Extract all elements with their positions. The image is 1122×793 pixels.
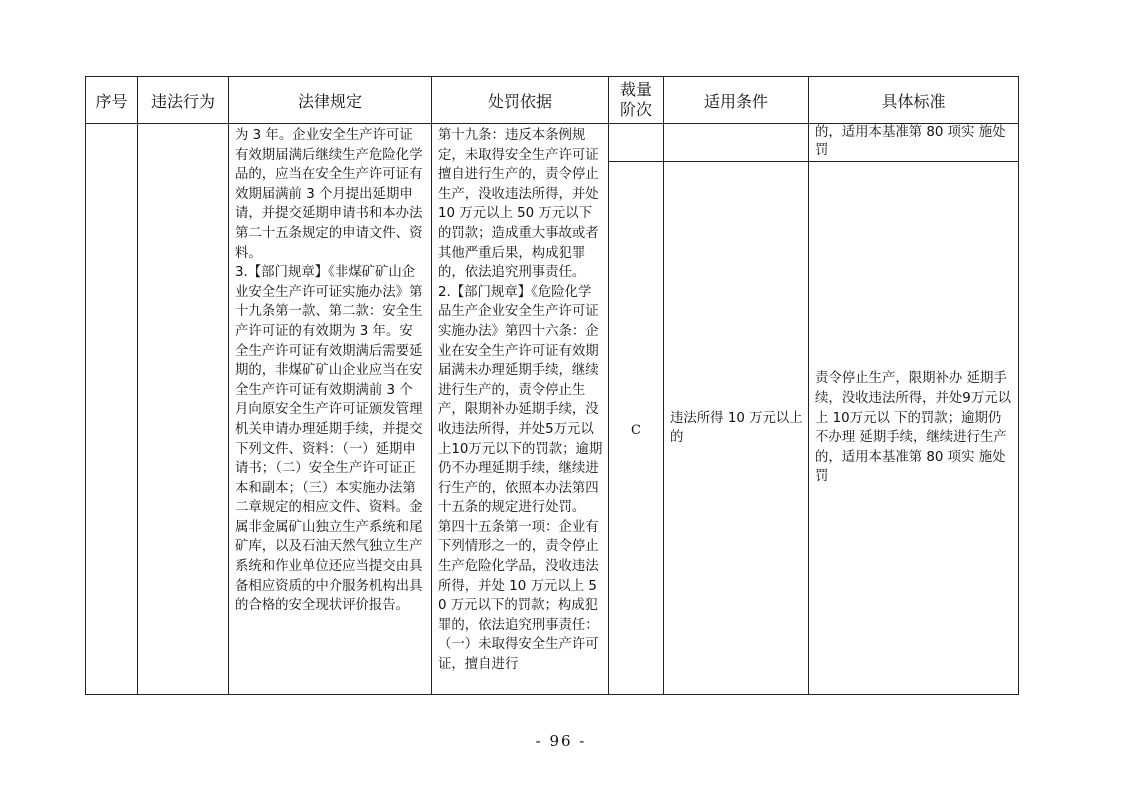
condition-text: 违法所得 10 万元以上的 [670, 410, 803, 446]
standard-cell-1 [809, 124, 1019, 162]
level-value: C [631, 422, 641, 438]
header-penalty-basis: 处罚依据 [432, 77, 609, 124]
standard-text-2: 责令停止生产，限期补办 延期手续，没收违法所得，并处9万元以上 10万元以 下的罚款；逾期仍不办理 延期手续，继续进行生产 的，适用本基准第 80 项实 施处罚 [815, 371, 1011, 485]
table-row [86, 124, 1019, 162]
standard-text-1: 的，适用本基准第 80 项实 施处罚 [815, 125, 1006, 158]
standard-cell-2 [809, 162, 1019, 695]
header-seq: 序号 [86, 77, 138, 124]
penalty-basis-text: 第十九条：违反本条例规定，未取得安全生产许可证擅自进行生产的，责令停止生产，没收违法所得，并处 10 万元以上 50 万元以下的罚款；造成重大事故或者其他严重后果，构成犯罪的，依法追究刑事责任。 2.【部门规章】《危险化学品生产企业安全生产许可证实施办法》第四十六条：企业在安全生产许可证有效期届满未办理延期手续，继续进行生产的，责令停止生产，限期补办延期手续，没收违法所得，并处5万元以上10万元以下的罚款；逾期仍不办理延期手续，继续进行生产的，依照本办法第四十五条的规定进行处罚。 第四十五条第一项：企业有下列情形之一的，责令停止生产危险化学品，没收违法所得，并处 10 万元以上 50 万元以下的罚款；构成犯罪的，依法追究刑事责任：（一）未取得安全生产许可证，擅自进行 [438, 128, 603, 673]
condition-cell-1 [664, 124, 809, 162]
header-standard: 具体标准 [809, 77, 1019, 124]
header-level [609, 77, 664, 124]
seq-cell [86, 124, 138, 695]
header-violation: 违法行为 [138, 77, 229, 124]
penalty-standard-table [85, 76, 1019, 695]
level-cell-2 [609, 162, 664, 695]
header-condition: 适用条件 [664, 77, 809, 124]
condition-cell-2 [664, 162, 809, 695]
page-number: - 96 - [535, 732, 587, 750]
level-cell-1 [609, 124, 664, 162]
header-law: 法律规定 [229, 77, 432, 124]
header-level-text: 裁量阶次 [619, 80, 652, 119]
law-cell [229, 124, 432, 695]
law-text: 为 3 年。企业安全生产许可证有效期届满后继续生产危险化学品的，应当在安全生产许可证有效期届满前 3 个月提出延期申请，并提交延期申请书和本办法第二十五条规定的申请文件、资料。 3.【部门规章】《非煤矿矿山企业安全生产许可证实施办法》第十九条第一款、第二款：安全生产许可证的有效期为 3 年。安全生产许可证有效期满后需要延期的，非煤矿矿山企业应当在安全生产许可证有效期满前 3 个月向原安全生产许可证颁发管理机关申请办理延期手续，并提交下列文件、资料：（一）延期申请书；（二）安全生产许可证正本和副本；（三）本实施办法第二章规定的相应文件、资料。金属非金属矿山独立生产系统和尾矿库，以及石油天然气独立生产系统和作业单位还应当提交由具备相应资质的中介服务机构出具的合格的安全现状评价报告。 [235, 128, 423, 614]
table-header-row [86, 77, 1019, 124]
violation-cell [138, 124, 229, 695]
penalty-basis-cell [432, 124, 609, 695]
